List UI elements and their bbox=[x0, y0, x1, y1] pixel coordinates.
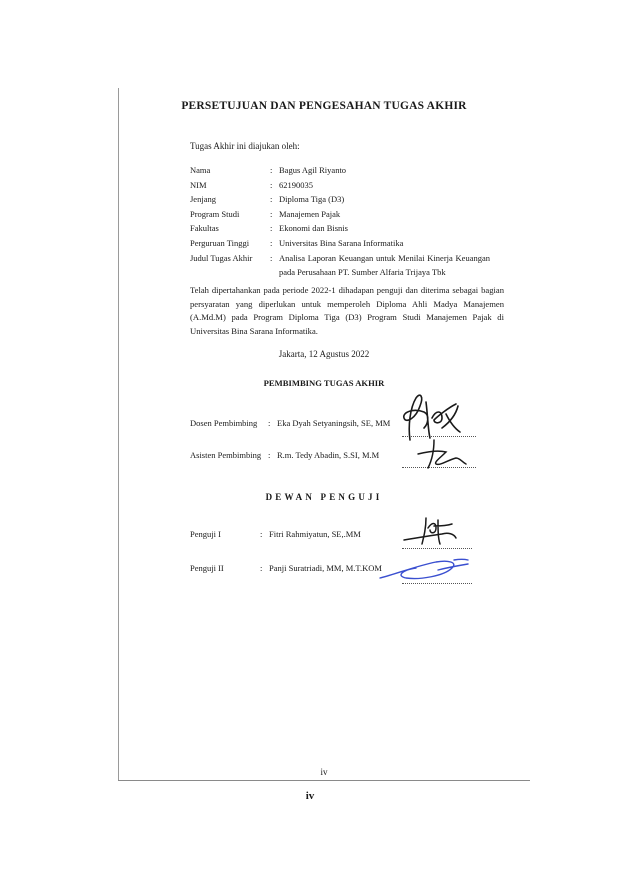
info-label: Perguruan Tinggi bbox=[190, 237, 250, 248]
signature-asisten-pembimbing bbox=[404, 436, 470, 472]
page-number-outer: iv bbox=[305, 790, 315, 802]
signer-name: R.m. Tedy Abadin, S.SI, M.M bbox=[277, 450, 380, 460]
signer-role: Penguji I bbox=[190, 529, 221, 539]
student-info-table bbox=[190, 163, 490, 280]
signature-line bbox=[402, 548, 472, 549]
info-row-perguruan-tinggi bbox=[190, 236, 490, 251]
signer-name: Panji Suratriadi, MM, M.T.KOM bbox=[269, 563, 382, 573]
info-row-program-studi bbox=[190, 207, 490, 222]
page-number-inner: iv bbox=[320, 767, 328, 777]
info-separator: : bbox=[270, 252, 273, 263]
pembimbing-heading: PEMBIMBING TUGAS AKHIR bbox=[263, 378, 385, 388]
signer-separator: : bbox=[268, 418, 271, 428]
info-label: Fakultas bbox=[190, 223, 219, 234]
info-label: Jenjang bbox=[190, 194, 216, 205]
intro-text: Tugas Akhir ini diajukan oleh: bbox=[190, 141, 300, 151]
info-value: Ekonomi dan Bisnis bbox=[279, 223, 348, 234]
signer-row-dosen-pembimbing bbox=[190, 418, 390, 428]
signer-name: Eka Dyah Setyaningsih, SE, MM bbox=[277, 418, 391, 428]
info-separator: : bbox=[270, 165, 273, 175]
page-left-edge bbox=[118, 88, 119, 780]
signer-row-asisten-pembimbing bbox=[190, 450, 379, 460]
info-row-nim bbox=[190, 178, 490, 193]
info-row-jenjang bbox=[190, 192, 490, 207]
info-row-nama bbox=[190, 163, 490, 178]
signer-row-penguji-2 bbox=[190, 563, 382, 573]
page-bottom-edge bbox=[118, 780, 530, 781]
info-row-fakultas bbox=[190, 221, 490, 236]
approval-paragraph: Telah dipertahankan pada periode 2022-1 dihadapan penguji dan diterima sebagai bagian persyaratan yang diperlukan untuk memperoleh Diploma Ahli Madya Manajemen (A.Md.M) pada Program Diploma Tiga (D3) Program Studi Manajemen Pajak di Universitas Bina Sarana Informatika. bbox=[190, 285, 504, 336]
info-label: Judul Tugas Akhir bbox=[190, 252, 253, 263]
signer-role: Dosen Pembimbing bbox=[190, 418, 258, 428]
info-value: Universitas Bina Sarana Informatika bbox=[279, 237, 404, 248]
place-date: Jakarta, 12 Agustus 2022 bbox=[278, 349, 370, 359]
info-value: Analisa Laporan Keuangan untuk Menilai Kinerja Keuangan pada Perusahaan PT. Sumber Alfaria Trijaya Tbk bbox=[279, 252, 490, 278]
info-separator: : bbox=[270, 223, 273, 234]
signer-row-penguji-1 bbox=[190, 529, 361, 539]
info-value: 62190035 bbox=[279, 179, 313, 190]
info-row-judul bbox=[190, 251, 490, 280]
info-label: Nama bbox=[190, 165, 211, 175]
signature-penguji-2 bbox=[376, 554, 472, 584]
signer-name: Fitri Rahmiyatun, SE,.MM bbox=[269, 529, 361, 539]
info-separator: : bbox=[270, 179, 273, 190]
info-value: Diploma Tiga (D3) bbox=[279, 194, 345, 205]
signature-penguji-1 bbox=[398, 512, 462, 548]
document-title: PERSETUJUAN DAN PENGESAHAN TUGAS AKHIR bbox=[181, 100, 467, 112]
info-separator: : bbox=[270, 237, 273, 248]
signer-role: Penguji II bbox=[190, 563, 224, 573]
info-label: Program Studi bbox=[190, 208, 240, 219]
info-separator: : bbox=[270, 208, 273, 219]
info-label: NIM bbox=[190, 179, 207, 190]
penguji-heading: DEWAN PENGUJI bbox=[265, 492, 383, 502]
signer-role: Asisten Pembimbing bbox=[190, 450, 262, 460]
info-value: Manajemen Pajak bbox=[279, 208, 341, 219]
signer-separator: : bbox=[268, 450, 271, 460]
info-separator: : bbox=[270, 194, 273, 205]
signer-separator: : bbox=[260, 563, 263, 573]
signer-separator: : bbox=[260, 529, 263, 539]
info-value: Bagus Agil Riyanto bbox=[279, 165, 347, 175]
